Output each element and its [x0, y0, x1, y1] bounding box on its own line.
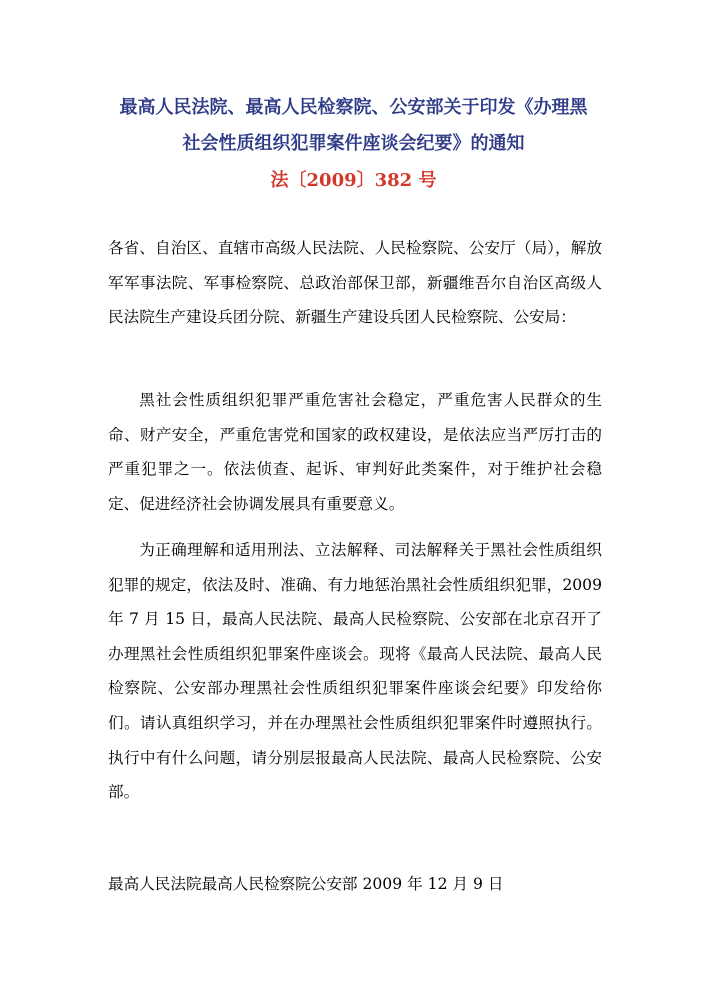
- document-title-line-1: 最高人民法院、最高人民检察院、公安部关于印发《办理黑: [119, 97, 588, 118]
- addressees-paragraph: 各省、自治区、直辖市高级人民法院、人民检察院、公安厅（局），解放军军事法院、军事检察院、总政治部保卫部，新疆维吾尔自治区高级人民法院生产建设兵团分院、新疆生产建设兵团人民检察院、公安局：: [108, 239, 602, 327]
- document-number: 法〔2009〕382 号: [270, 170, 437, 191]
- document-title-line-2: 社会性质组织犯罪案件座谈会纪要》的通知: [182, 133, 525, 154]
- signature-line: 最高人民法院最高人民检察院公安部 2009 年 12 月 9 日: [108, 875, 504, 893]
- body-paragraph-1: 黑社会性质组织犯罪严重危害社会稳定，严重危害人民群众的生命、财产安全，严重危害党和国家的政权建设，是依法应当严厉打击的严重犯罪之一。依法侦查、起诉、审判好此类案件，对于维护社会稳定、促进经济社会协调发展具有重要意义。: [108, 391, 602, 513]
- body-paragraph-2: 为正确理解和适用刑法、立法解释、司法解释关于黑社会性质组织犯罪的规定，依法及时、准确、有力地惩治黑社会性质组织犯罪，2009 年 7 月 15 日，最高人民法院、最高人民检察院、公安部在北京召开了办理黑社会性质组织犯罪案件座谈会。现将《最高人民法院、最高人民检察院、公安部办理黑社会性质组织犯罪案件座谈会纪要》印发给你们。请认真组织学习，并在办理黑社会性质组织犯罪案件时遵照执行。执行中有什么问题，请分别层报最高人民法院、最高人民检察院、公安部。: [108, 541, 602, 802]
